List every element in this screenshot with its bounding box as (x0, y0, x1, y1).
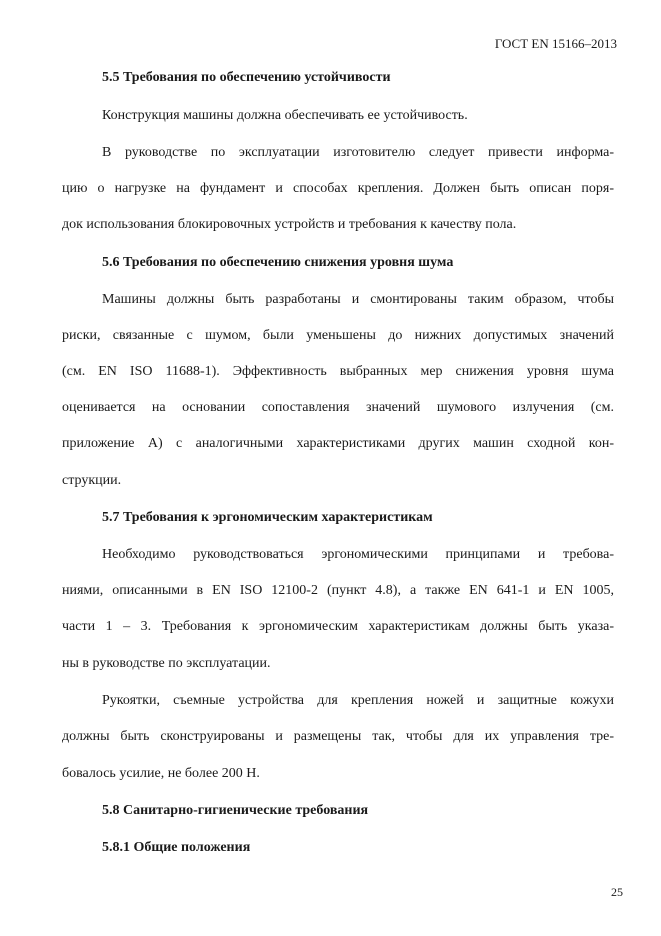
paragraph-line: бовалось усилие, не более 200 Н. (62, 766, 260, 781)
paragraph-line: Машины должны быть разработаны и смонтированы таким образом, чтобы (102, 292, 614, 307)
paragraph-line: Конструкция машины должна обеспечивать ее устойчивость. (102, 108, 468, 123)
section-heading-5-6: 5.6 Требования по обеспечению снижения уровня шума (102, 255, 454, 270)
paragraph-line: (см. EN ISO 11688-1). Эффективность выбранных мер снижения уровня шума (62, 364, 614, 379)
paragraph-line: цию о нагрузке на фундамент и способах крепления. Должен быть описан поря- (62, 181, 614, 196)
paragraph-line: Рукоятки, съемные устройства для крепления ножей и защитные кожухи (102, 693, 614, 708)
paragraph-line: части 1 – 3. Требования к эргономическим характеристикам должны быть указа- (62, 619, 614, 634)
paragraph-line: должны быть сконструированы и размещены так, чтобы для их управления тре- (62, 729, 614, 744)
paragraph-line: приложение А) с аналогичными характеристиками других машин сходной кон- (62, 436, 614, 451)
paragraph-line: риски, связанные с шумом, были уменьшены до нижних допустимых значений (62, 328, 614, 343)
page-number: 25 (611, 885, 623, 899)
section-heading-5-7: 5.7 Требования к эргономическим характеристикам (102, 510, 433, 525)
paragraph-line: док использования блокировочных устройств и требования к качеству пола. (62, 217, 517, 232)
section-heading-5-5: 5.5 Требования по обеспечению устойчивости (102, 70, 391, 85)
paragraph-line: В руководстве по эксплуатации изготовителю следует привести информа- (102, 145, 614, 160)
paragraph-line: Необходимо руководствоваться эргономическими принципами и требова- (102, 547, 614, 562)
paragraph-line: струкции. (62, 473, 122, 488)
paragraph-line: оценивается на основании сопоставления значений шумового излучения (см. (62, 400, 614, 415)
section-heading-5-8: 5.8 Санитарно-гигиенические требования (102, 803, 369, 818)
section-heading-5-8-1: 5.8.1 Общие положения (102, 840, 251, 855)
paragraph-line: ниями, описанными в EN ISO 12100-2 (пункт 4.8), а также EN 641-1 и EN 1005, (62, 583, 614, 598)
paragraph-line: ны в руководстве по эксплуатации. (62, 656, 271, 671)
document-header: ГОСТ EN 15166–2013 (494, 36, 617, 51)
